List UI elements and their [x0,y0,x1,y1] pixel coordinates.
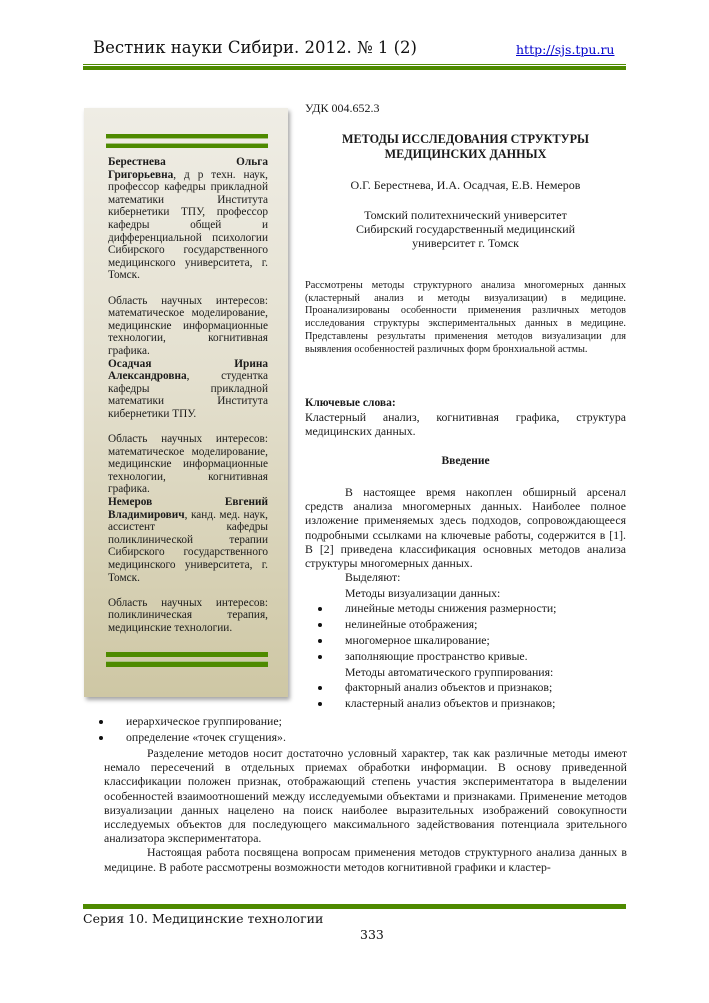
journal-url-link[interactable]: http://sjs.tpu.ru [516,42,615,57]
list-item: нелинейные отображения; [345,617,556,633]
header-rule-thick [83,66,626,70]
list-item: факторный анализ объектов и признаков; [345,680,555,696]
article-title: МЕТОДЫ ИССЛЕДОВАНИЯ СТРУКТУРЫ МЕДИЦИНСКИХ ДАННЫХ [341,132,590,161]
article-authors: О.Г. Берестнева, И.А. Осадчая, Е.В. Немеров [350,178,581,192]
sidebar-bottom-bar-1 [106,652,268,657]
bullet-icon [318,607,322,611]
author-3-interests: Область научных интересов: поликлиническая терапия, медицинские технологии. [108,596,268,634]
grouping-heading: Методы автоматического группирования: [345,665,554,679]
visualization-methods-list [345,601,556,665]
bullet-icon [318,639,322,643]
author-2-bio: Осадчая Ирина Александровна, студентка кафедры прикладной математики Института кибернетики ТПУ. [108,357,268,420]
bullet-icon [318,686,322,690]
paragraph-3: Настоящая работа посвящена вопросам применения методов структурного анализа данных в медицине. В работе рассмотрены возможности методов когнитивной графики и кластер- [104,845,627,874]
affiliation: Томский политехнический университет Сибирский государственный медицинский университет г. Томск [355,208,576,250]
grouping-methods-list-full [126,714,286,746]
author-1-name: Берестнева Ольга Григорьевна [108,156,268,181]
journal-title: Вестник науки Сибири. 2012. № 1 (2) [93,38,417,57]
body-text [104,746,627,874]
list-item: линейные методы снижения размерности; [345,601,556,617]
author-3-bio: Немеров Евгений Владимирович, канд. мед. наук, ассистент кафедры поликлинической терапии Сибирского государственного медицинского университета, г. Томск. [108,496,268,584]
list-item: заполняющие пространство кривые. [345,649,556,665]
distinguish-line: Выделяют: [345,570,401,584]
footer-rule [83,904,626,909]
author-info-sidebar [84,108,288,697]
keywords-heading: Ключевые слова: [305,397,396,409]
udk-code: УДК 004.652.3 [305,101,380,115]
keywords: Кластерный анализ, когнитивная графика, структура медицинских данных. [305,410,626,438]
bullet-icon [318,623,322,627]
page-number: 333 [360,927,384,942]
header-rule-thin [83,64,626,65]
bullet-icon [99,720,103,724]
sidebar-bottom-bar-2 [106,662,268,667]
intro-heading: Введение [441,455,490,467]
list-item: определение «точек сгущения». [126,730,286,746]
author-1-bio: Берестнева Ольга Григорьевна, д р техн. наук, профессор кафедры прикладной математики Института кибернетики ТПУ, профессор кафедры общей и дифференциальной психологии Сибирского государственного медицинского университета, г. Томск. [108,156,268,282]
author-1-interests: Область научных интересов: математическое моделирование, медицинские информационные технологии, когнитивная графика. [108,294,268,357]
author-2-interests: Область научных интересов: математическое моделирование, медицинские информационные технологии, когнитивная графика. [108,433,268,496]
grouping-methods-list-right [345,680,555,712]
paragraph-2: Разделение методов носит достаточно условный характер, так как различные методы имеют немало пересечений в отдельных приемах обработки информации. В основу приведенной классификации положен признак, отображающий степень участия экспериментатора в выделении особенностей взаимоотношений между исследуемыми объектами и признаками. Применение методов визуализации данных нацелено на поиск наиболее выразительных изображений совокупности исследуемых объектов для последующего максимального задействования потенциала зрительного анализатора экспериментатора. [104,746,627,846]
bullet-icon [99,736,103,740]
sidebar-top-bar-1-shade [106,138,268,139]
abstract: Рассмотрены методы структурного анализа многомерных данных (кластерный анализ и методы визуализации) в медицине. Проанализированы особенности применения различных методов исследования структуры экспериментальных данных в медицине. Представлены результаты применения методов визуализации для выявления особенностей различных форм бронхиальной астмы. [305,280,626,355]
series-title: Серия 10. Медицинские технологии [83,911,324,926]
sidebar-text [108,156,268,635]
author-2-name: Осадчая Ирина Александровна [108,357,268,383]
list-item: многомерное шкалирование; [345,633,556,649]
visualization-heading: Методы визуализации данных: [345,586,501,600]
bullet-icon [318,655,322,659]
bullet-icon [318,702,322,706]
list-item: иерархическое группирование; [126,714,286,730]
author-3-name: Немеров Евгений Владимирович [108,496,268,521]
sidebar-top-bar-2 [106,144,268,148]
list-item: кластерный анализ объектов и признаков; [345,696,555,712]
intro-paragraph: В настоящее время накоплен обширный арсенал средств анализа многомерных данных. Наиболее полное изложение применяемых здесь подходов, сопровождающееся подробными ссылками на ключевые работы, содержится в [1]. В [2] приведена классификация основных методов анализа структуры многомерных данных. [305,485,626,571]
